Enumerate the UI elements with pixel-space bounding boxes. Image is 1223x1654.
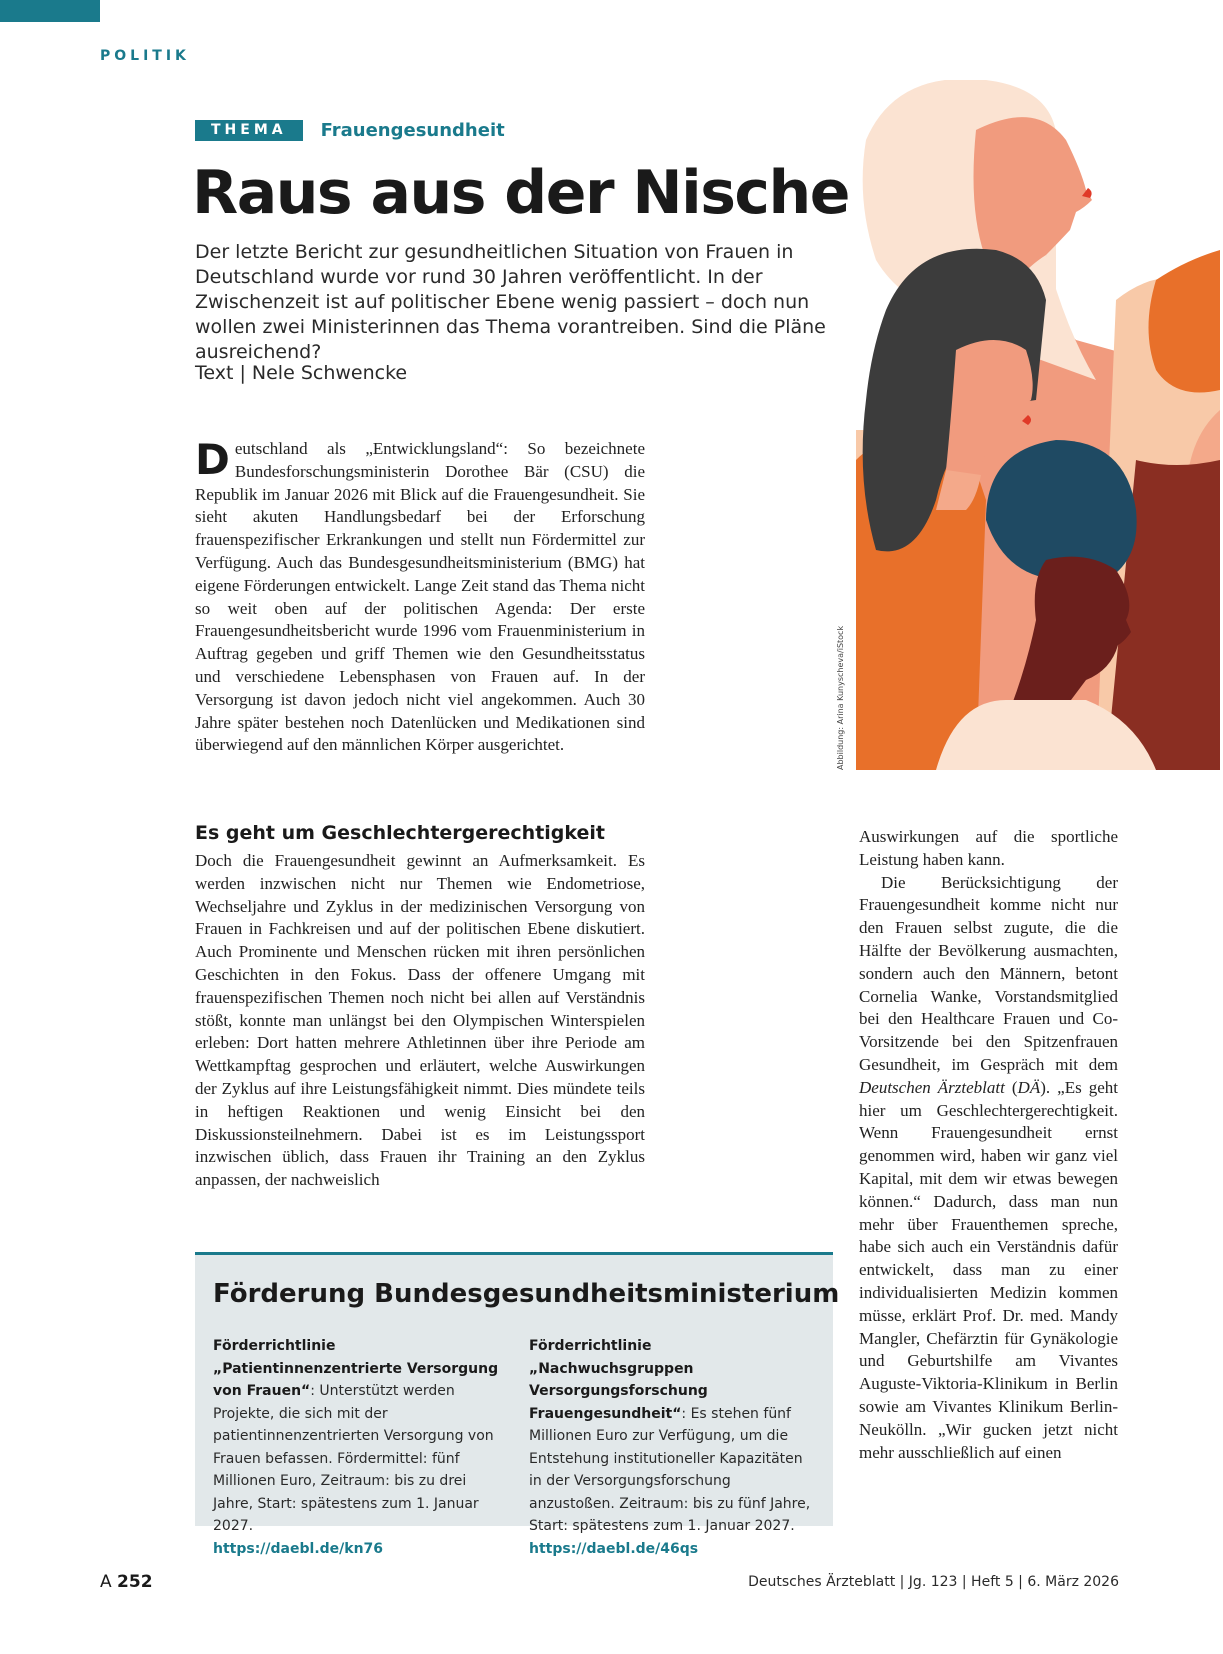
infobox-item-1-text: : Unterstützt werden Projekte, die sich mit der patientinnenzentrierten Versorgung von Frauen befassen. Fördermittel: fünf Millionen Euro, Zeitraum: bis zu drei Jahre, Start: spätestens zum 1. Januar 2027. bbox=[213, 1383, 494, 1534]
section-label: POLITIK bbox=[100, 48, 190, 64]
women-profiles-illustration bbox=[856, 80, 1220, 770]
paragraph-3-rest: ). „Es geht hier um Geschlechtergerechtigkeit. Wenn Frauengesundheit ernst genommen wird, haben wir ganz viel Kapital, mit dem wir etwas bewegen können.“ Dadurch, dass man nun mehr über Frauenthemen spreche, habe sich auch ein Verständnis dafür entwickelt, dass man zu einer individualisierten Medizin kommen müsse, erklärt Prof. Dr. med. Mandy Mangler, Chefärztin für Gynäkologie und Geburtshilfe am Vivantes Auguste-Viktoria-Klinikum in Berlin sowie am Vivantes Klinikum Berlin-Neukölln. „Wir gucken jetzt nicht mehr ausschließlich auf einen bbox=[859, 1077, 1118, 1462]
paren-open: ( bbox=[1004, 1077, 1018, 1097]
funding-infobox bbox=[195, 1252, 840, 1557]
kicker bbox=[195, 120, 505, 141]
publication-name: Deutschen Ärzteblatt bbox=[859, 1077, 1005, 1097]
paragraph-1: eutschland als „Entwicklungsland“: So bezeichnete Bundesforschungsministerin Dorothee Bär (CSU) die Republik im Januar 2026 mit Blick auf die Frauengesundheit. Sie sieht akuten Handlungsbedarf bei der Erforschung frauenspezifischer Erkrankungen und stellt nun Fördermittel zur Verfügung. Auch das Bundesgesundheitsministerium (BMG) hat eigene Förderungen entwickelt. Lange Zeit stand das Thema nicht so weit oben auf der politischen Agenda: Der erste Frauengesundheitsbericht wurde 1996 vom Frauenministerium in Auftrag gegeben und griff Themen wie den Gesundheitsstatus und verschiedene Lebensphasen von Frauen auf. In der Versorgung ist davon jedoch nicht viel angekommen. Auch 30 Jahre später bestehen noch Datenlücken und Medikationen sind überwiegend auf den männlichen Körper ausgerichtet. bbox=[195, 439, 645, 755]
infobox-item-2-link[interactable]: https://daebl.de/46qs bbox=[529, 1540, 699, 1557]
publication-reference: Deutsches Ärzteblatt | Jg. 123 | Heft 5 | 6. März 2026 bbox=[748, 1574, 1119, 1590]
paragraph-3 bbox=[859, 872, 1118, 1465]
image-credit: Abbildung: Arina Kunyscheva/iStock bbox=[836, 625, 845, 770]
infobox-item-1-link[interactable]: https://daebl.de/kn76 bbox=[213, 1540, 384, 1557]
publication-abbr: DÄ bbox=[1017, 1077, 1041, 1097]
dropcap: D bbox=[195, 435, 230, 484]
article-subhead: Es geht um Geschlechtergerechtigkeit bbox=[195, 822, 605, 844]
infobox-item-2-heading: Förderrichtlinie „Nachwuchsgruppen Versorgungsforschung Frauengesundheit“ bbox=[529, 1338, 708, 1422]
byline: Text | Nele Schwencke bbox=[195, 362, 408, 384]
infobox-title: Förderung Bundesgesundheitsministerium bbox=[213, 1279, 840, 1309]
paragraph-2: Doch die Frauengesundheit gewinnt an Aufmerksamkeit. Es werden inzwischen nicht nur Themen wie Endometriose, Wechseljahre und Zyklus in der medizinischen Versorgung von Frauen in Fachkreisen und auf der politischen Ebene diskutiert. Auch Prominente und Menschen rücken mit ihren persönlichen Geschichten in den Fokus. Dass der offenere Umgang mit frauenspezifischen Themen noch nicht bei allen auf Verständnis stößt, konnte man unlängst bei den Olympischen Winterspielen erleben: Dort hatten mehrere Athletinnen über ihre Periode am Wettkampftag gesprochen und erläutert, welche Auswirkungen der Zyklus auf ihre Leistungsfähigkeit nimmt. Dies mündete teils in heftigen Reaktionen und wenig Einsicht bei den Diskussionsteilnehmern. Dabei ist es im Leistungssport inzwischen üblich, dass Frauen ihr Training an den Zyklus anpassen, der nachweislich bbox=[195, 851, 645, 1190]
article-body-intro bbox=[195, 435, 645, 757]
article-body-column-2 bbox=[859, 826, 1118, 1464]
article-lead: Der letzte Bericht zur gesundheitlichen Situation von Frauen in Deutschland wurde vor rund 30 Jahren veröffentlicht. In der Zwischenzeit ist auf politischer Ebene wenig passiert – doch nun wollen zwei Ministerinnen das Thema vorantreiben. Sind die Pläne ausreichend? bbox=[195, 241, 826, 363]
page-number bbox=[100, 1572, 153, 1592]
page-number-value: 252 bbox=[117, 1572, 153, 1592]
article-title: Raus aus der Nische bbox=[192, 158, 849, 228]
infobox-item-2 bbox=[529, 1335, 819, 1560]
infobox-item-1 bbox=[213, 1335, 503, 1560]
kicker-topic: Frauengesundheit bbox=[320, 120, 505, 141]
paragraph-continuation: Auswirkungen auf die sportliche Leistung haben kann. bbox=[859, 827, 1118, 869]
article-body-section bbox=[195, 850, 645, 1192]
infobox-item-2-text: : Es stehen fünf Millionen Euro zur Verfügung, um die Entstehung institutioneller Kapazitäten in der Versorgungsforschung anzustoßen. Zeitraum: bis zu fünf Jahre, Start: spätestens zum 1. Januar 2027. bbox=[529, 1405, 811, 1534]
thema-badge: THEMA bbox=[195, 120, 303, 141]
paragraph-3-text: Die Berücksichtigung der Frauengesundheit komme nicht nur den Frauen selbst zugute, die die Hälfte der Bevölkerung ausmachten, sondern auch den Männern, betont Cornelia Wanke, Vorstandsmitglied bei den Healthcare Frauen und Co-Vorsitzende bei den Spitzenfrauen Gesundheit, im Gespräch mit dem bbox=[859, 872, 1118, 1074]
infobox-item-1-heading: Förderrichtlinie „Patientinnenzentrierte Versorgung von Frauen“ bbox=[213, 1338, 499, 1399]
section-color-bar bbox=[0, 0, 100, 22]
page-prefix: A bbox=[100, 1572, 112, 1592]
